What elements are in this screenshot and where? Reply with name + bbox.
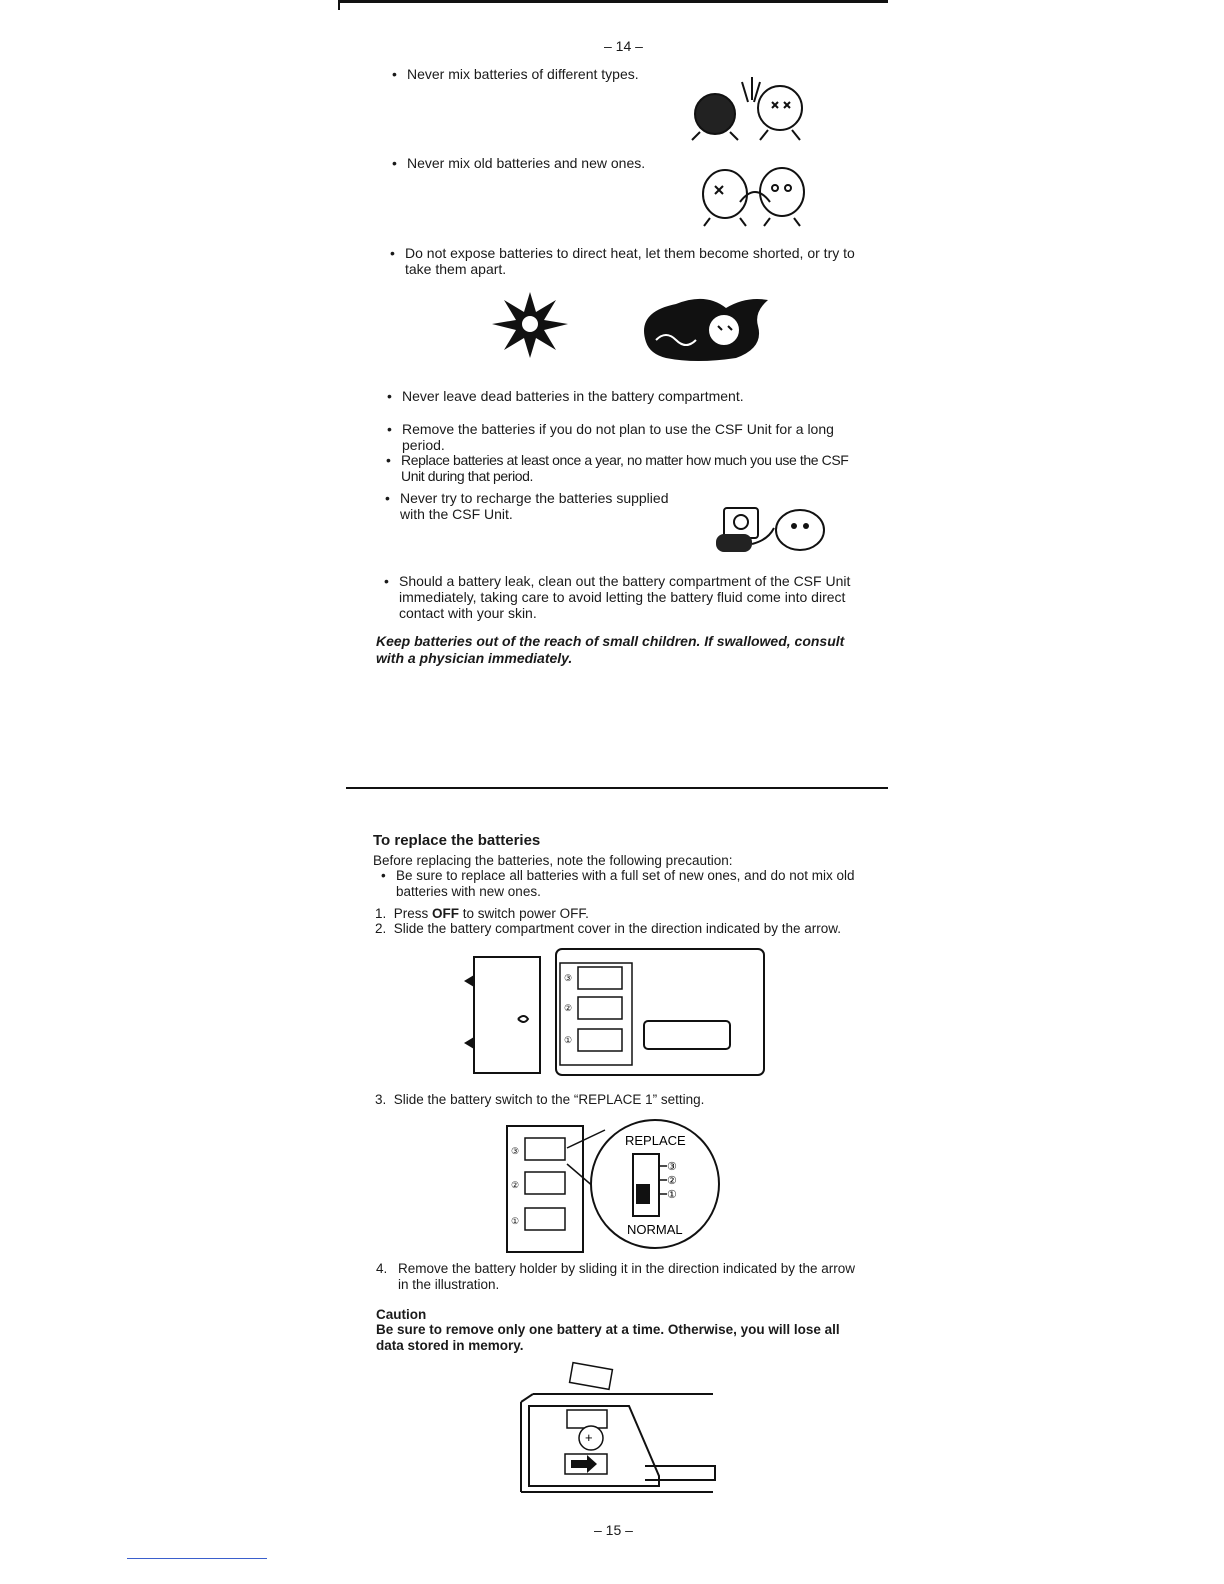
battery-cover-icon xyxy=(474,957,540,1073)
precaution-bullet: • Be sure to replace all batteries with a full set of new ones, and do not mix old batteries with new ones. xyxy=(396,868,861,900)
svg-text:+: + xyxy=(585,1430,593,1445)
flame-icon xyxy=(644,299,768,361)
top-border-tick xyxy=(338,0,340,10)
step-1-bold: OFF xyxy=(432,906,460,921)
intro-text: Before replacing the batteries, note the following precaution: xyxy=(373,853,733,868)
battery-character-charging-icon xyxy=(776,510,824,550)
switch-pos-3: ③ xyxy=(667,1161,677,1173)
bullet-dead-batteries: • Never leave dead batteries in the battery compartment. xyxy=(402,388,872,404)
step-1-pre: Press xyxy=(393,906,433,921)
top-border-line xyxy=(338,0,888,3)
bullet-leak: • Should a battery leak, clean out the battery compartment of the CSF Unit immediately, taking care to avoid letting the battery fluid come into direct contact with your skin. xyxy=(399,573,864,621)
step-2-number: 2. xyxy=(375,921,387,936)
step-2-text: Slide the battery compartment cover in the direction indicated by the arrow. xyxy=(393,921,842,936)
illustration-slide-cover xyxy=(460,945,770,1077)
switch-knob-icon xyxy=(636,1184,650,1204)
step-2 xyxy=(375,921,841,937)
caution-text: Be sure to remove only one battery at a time. Otherwise, you will lose all data stored in memory. xyxy=(376,1322,840,1353)
battery-slot-icons xyxy=(578,967,622,1051)
svg-text:②: ② xyxy=(564,1003,573,1013)
switch-pos-2: ② xyxy=(667,1175,677,1187)
footer-link-line xyxy=(127,1558,267,1559)
illustration-old-new xyxy=(690,162,820,230)
display-window-icon xyxy=(644,1021,730,1049)
switch-label-normal: NORMAL xyxy=(627,1222,683,1237)
battery-character-dark-icon xyxy=(695,94,735,134)
battery-character-light-icon xyxy=(758,86,802,130)
caution-title: Caution xyxy=(376,1307,427,1322)
step-1-number: 1. xyxy=(375,906,387,921)
svg-text:②: ② xyxy=(511,1180,520,1190)
bullet-long-period: • Remove the batteries if you do not plan to use the CSF Unit for a long period. xyxy=(402,421,872,453)
charger-icon xyxy=(716,534,752,552)
step-1 xyxy=(375,906,589,922)
bullet-mix-old-new: • Never mix old batteries and new ones. xyxy=(407,155,707,171)
illustration-battery-switch xyxy=(505,1118,725,1258)
old-battery-character-icon xyxy=(703,170,747,218)
svg-text:③: ③ xyxy=(564,973,573,983)
new-battery-character-icon xyxy=(760,168,804,216)
illustration-recharge xyxy=(712,500,832,558)
compartment-battery-slot-icons xyxy=(525,1138,565,1230)
bullet-mix-types: • Never mix batteries of different types. xyxy=(407,66,707,82)
bullet-replace-yearly: • Replace batteries at least once a year, no matter how much you use the CSF Unit during that period. xyxy=(401,452,866,484)
section-heading: To replace the batteries xyxy=(373,832,541,849)
bullet-heat-short: • Do not expose batteries to direct heat, let them become shorted, or try to take them apart. xyxy=(405,245,870,277)
illustration-fire xyxy=(636,292,776,364)
step-4-text: Remove the battery holder by sliding it in the direction indicated by the arrow in the illustration. xyxy=(398,1261,855,1292)
illustration-remove-holder xyxy=(515,1362,715,1502)
step-3-number: 3. xyxy=(375,1092,387,1107)
svg-text:①: ① xyxy=(564,1035,573,1045)
page-number-15: – 15 – xyxy=(594,1522,633,1538)
children-warning: Keep batteries out of the reach of small children. If swallowed, consult with a physician immediately. xyxy=(376,633,845,666)
svg-text:③: ③ xyxy=(511,1146,520,1156)
step-1-post: to switch power OFF. xyxy=(459,906,589,921)
step-4 xyxy=(376,1261,856,1293)
page-number-14: – 14 – xyxy=(604,38,643,54)
svg-text:①: ① xyxy=(511,1216,520,1226)
bullet-no-recharge: • Never try to recharge the batteries supplied with the CSF Unit. xyxy=(400,490,690,522)
step-4-number: 4. xyxy=(376,1261,388,1276)
removed-holder-icon xyxy=(570,1363,613,1390)
switch-pos-1: ① xyxy=(667,1189,677,1201)
illustration-explosion xyxy=(490,290,570,360)
wall-outlet-icon xyxy=(724,508,758,538)
step-3-text: Slide the battery switch to the “REPLACE 1” setting. xyxy=(393,1092,705,1107)
left-arrow-icon xyxy=(464,975,474,1049)
step-3 xyxy=(375,1092,704,1108)
illustration-mixed-types xyxy=(680,72,820,144)
switch-label-replace: REPLACE xyxy=(625,1133,686,1148)
page-divider xyxy=(346,787,888,789)
